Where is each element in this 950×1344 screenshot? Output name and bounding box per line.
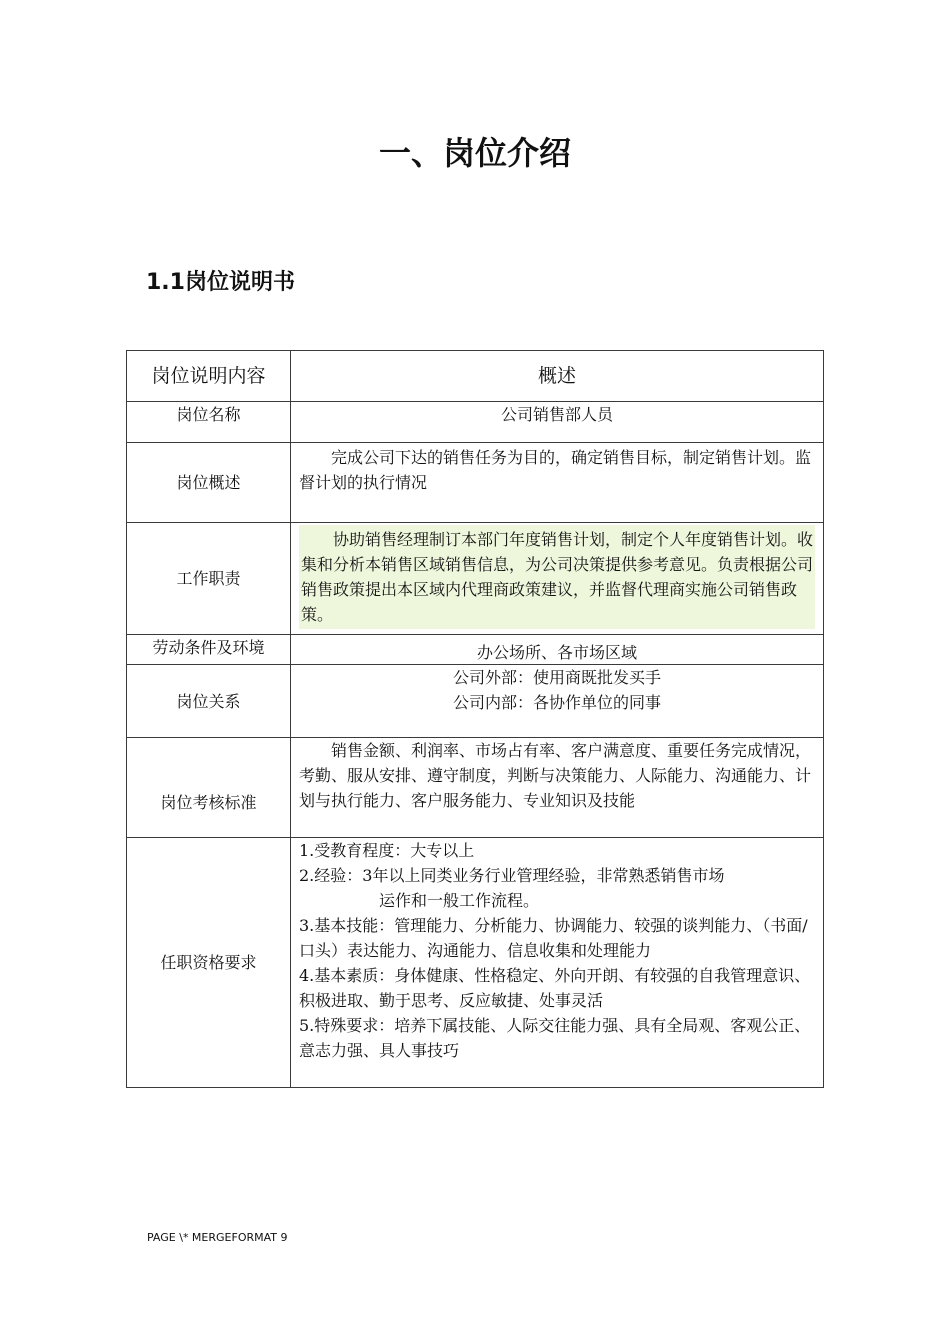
relation-external: 公司外部：使用商既批发买手 [452, 668, 661, 687]
row-value-duties: 协助销售经理制订本部门年度销售计划，制定个人年度销售计划。收集和分析本销售区域销售信息，为公司决策提供参考意见。负责根据公司销售政策提出本区域内代理商政策建议，并监督代理商实施公司销售政策。 [299, 525, 815, 629]
qualification-item: 3.基本技能：管理能力、分析能力、协调能力、较强的谈判能力、（书面/口头）表达能力、沟通能力、信息收集和处理能力 [299, 916, 808, 960]
qualification-item: 4.基本素质：身体健康、性格稳定、外向开朗、有较强的自我管理意识、积极进取、勤于思考、反应敏捷、处事灵活 [299, 966, 811, 1010]
row-label-assessment: 岗位考核标准 [127, 738, 291, 838]
job-description-table [126, 350, 824, 1088]
table-row-job-name [127, 402, 824, 443]
page-footer: PAGE \* MERGEFORMAT 9 [147, 1231, 288, 1244]
row-value-job-name: 公司销售部人员 [291, 402, 824, 443]
row-value-assessment: 销售金额、利润率、市场占有率、客户满意度、重要任务完成情况，考勤、服从安排、遵守制度，判断与决策能力、人际能力、沟通能力、计划与执行能力、客户服务能力、专业知识及技能 [299, 741, 812, 810]
table-row-duties [127, 523, 824, 635]
row-label-duties: 工作职责 [127, 523, 291, 635]
row-value-overview: 完成公司下达的销售任务为目的，确定销售目标，制定销售计划。监督计划的执行情况 [299, 448, 812, 492]
row-value-conditions: 办公场所、各市场区域 [291, 635, 824, 665]
page-title: 一、岗位介绍 [378, 134, 571, 172]
table-row-qualifications [127, 838, 824, 1088]
qualification-item: 5.特殊要求：培养下属技能、人际交往能力强、具有全局观、客观公正、意志力强、具人事技巧 [299, 1016, 811, 1060]
qualification-item: 2.经验：3年以上同类业务行业管理经验，非常熟悉销售市场 [299, 866, 725, 885]
qualification-item-continued: 运作和一般工作流程。 [379, 891, 540, 910]
table-row-relations [127, 665, 824, 738]
table-row-overview [127, 443, 824, 523]
row-label-relations: 岗位关系 [127, 665, 291, 738]
qualifications-list [291, 838, 824, 1088]
row-label-overview: 岗位概述 [127, 443, 291, 523]
header-content-label: 岗位说明内容 [127, 351, 291, 402]
table-header-row [127, 351, 824, 402]
row-label-qualifications: 任职资格要求 [127, 838, 291, 1088]
header-overview-label: 概述 [291, 351, 824, 402]
qualification-item: 1.受教育程度：大专以上 [299, 841, 475, 860]
row-label-job-name: 岗位名称 [127, 402, 291, 443]
relation-internal: 公司内部：各协作单位的同事 [452, 693, 661, 712]
table-row-assessment [127, 738, 824, 838]
section-title: 1.1岗位说明书 [146, 270, 295, 295]
row-label-conditions: 劳动条件及环境 [127, 635, 291, 665]
table-row-conditions [127, 635, 824, 665]
